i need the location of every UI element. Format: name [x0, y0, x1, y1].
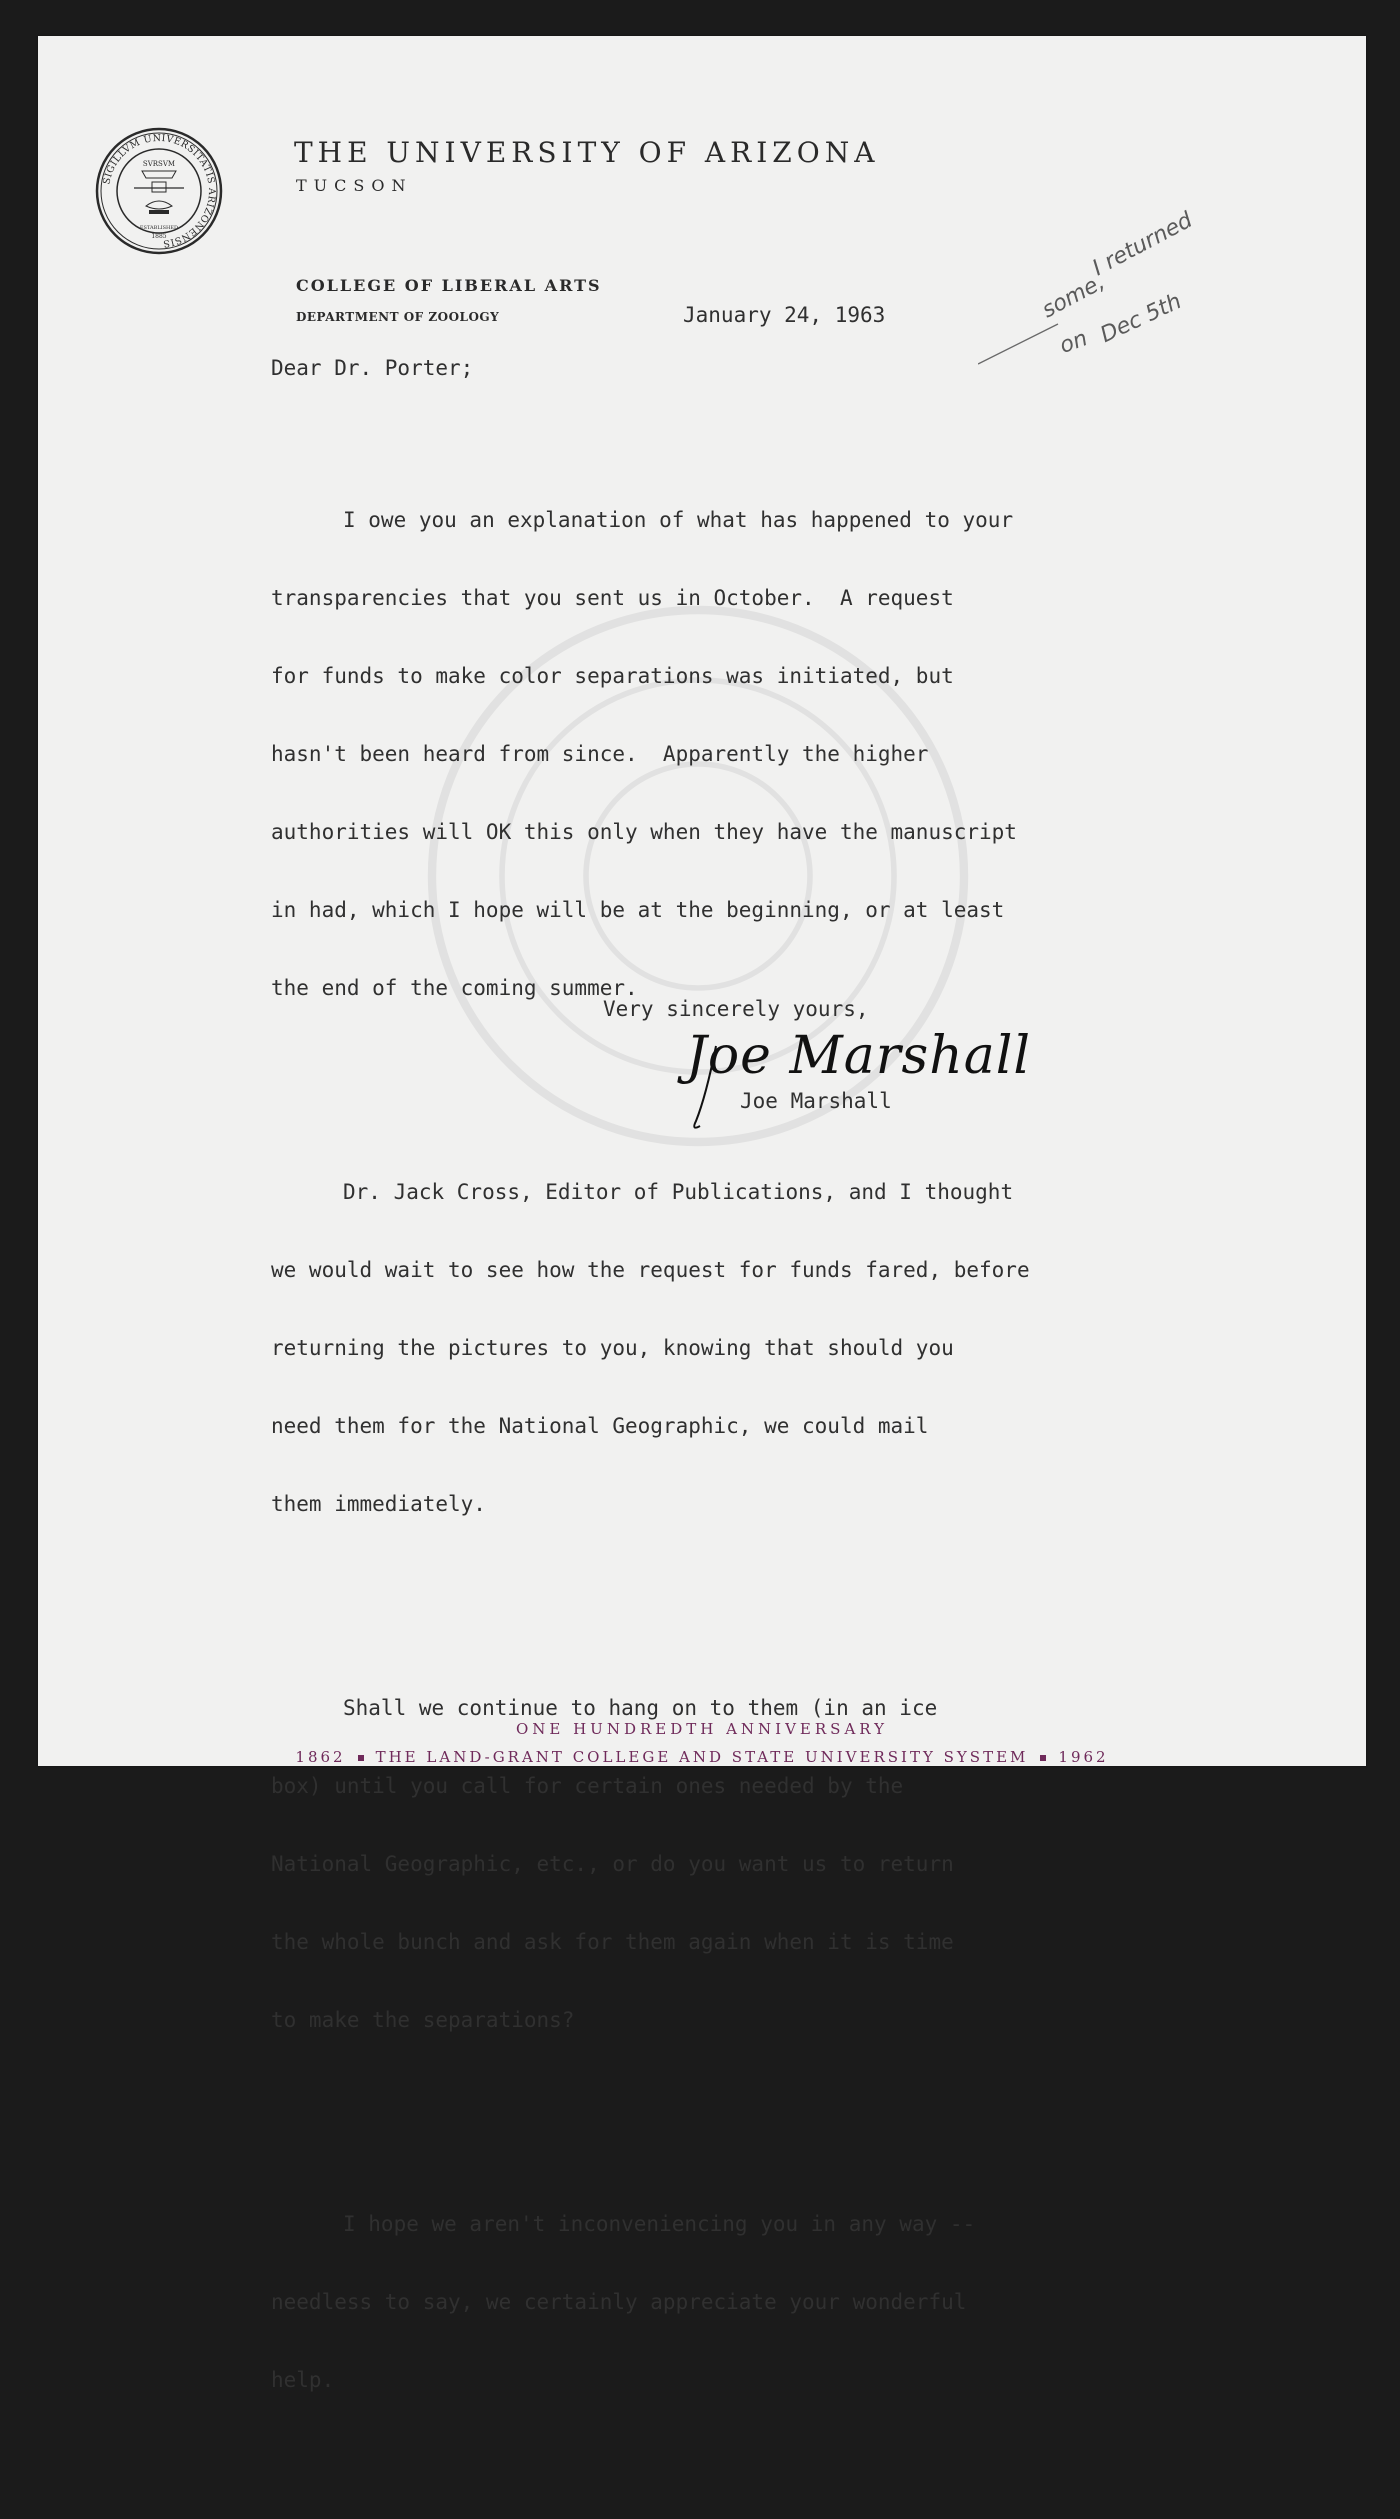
seal-outer-text: SIGILLVM UNIVERSITATIS ARIZONENSIS: [101, 132, 218, 249]
annotation-line-3: Dec 5th: [1096, 288, 1186, 349]
annotation-line-1: I returned: [1088, 207, 1197, 282]
department-name: DEPARTMENT OF ZOOLOGY: [296, 310, 500, 324]
paragraph-line: Shall we continue to hang on to them (in an ice: [343, 1696, 938, 1720]
paragraph-line: I owe you an explanation of what has happened to your: [343, 508, 1014, 532]
footer-system-text: THE LAND-GRANT COLLEGE AND STATE UNIVERSITY SYSTEM: [375, 1748, 1029, 1766]
handwritten-signature: [686, 1026, 1056, 1136]
bullet-icon: [1040, 1755, 1046, 1761]
letter-page: [38, 36, 1366, 2392]
university-seal-icon: [94, 126, 224, 256]
footer-year-start: 1862: [295, 1748, 346, 1766]
typed-name: Joe Marshall: [740, 1089, 892, 1113]
seal-year: 1885: [151, 233, 167, 240]
bullet-icon: [358, 1755, 364, 1761]
paragraph-line: transparencies that you sent us in October. A request: [271, 586, 954, 610]
paragraph-line: for funds to make color separations was initiated, but: [271, 664, 954, 688]
seal-established-label: ESTABLISHED: [139, 225, 179, 231]
paragraph-line: returning the pictures to you, knowing that should you: [271, 1336, 954, 1360]
signature-flourish-icon: [686, 1026, 1056, 1136]
annotation-line-4: on: [1056, 326, 1091, 359]
paragraph-line: authorities will OK this only when they have the manuscript: [271, 820, 1017, 844]
paragraph-line: them immediately.: [271, 1492, 486, 1516]
letter-body: [271, 403, 1030, 2519]
letter-date: January 24, 1963: [683, 303, 886, 327]
svg-text:SIGILLVM UNIVERSITATIS ARIZONE: [101, 133, 217, 249]
paragraph-line: box) until you call for certain ones needed by the: [271, 1774, 904, 1798]
paragraph-line: needless to say, we certainly appreciate your wonderful: [271, 2290, 967, 2314]
paragraph-line: we would wait to see how the request for funds fared, before: [271, 1258, 1030, 1282]
signature-text: Joe Marshall: [686, 1026, 1031, 1086]
paragraph-line: the end of the coming summer.: [271, 976, 638, 1000]
footer-anniversary: ONE HUNDREDTH ANNIVERSARY: [515, 1720, 889, 1738]
paragraph-line: need them for the National Geographic, we could mail: [271, 1414, 929, 1438]
paragraph-line: I hope we aren't inconveniencing you in any way --: [343, 2212, 976, 2236]
paragraph-line: hasn't been heard from since. Apparently the higher: [271, 742, 929, 766]
paragraph-line: Dr. Jack Cross, Editor of Publications, and I thought: [343, 1180, 1014, 1204]
handwritten-annotation: [978, 207, 1228, 374]
salutation: Dear Dr. Porter;: [271, 356, 474, 380]
seal-motto: SVRSVM: [142, 160, 176, 168]
paragraph-line: in had, which I hope will be at the beginning, or at least: [271, 898, 1005, 922]
paragraph-4: [271, 2159, 1030, 2445]
paragraph-1: [271, 455, 1030, 1053]
college-name: COLLEGE OF LIBERAL ARTS: [296, 276, 602, 295]
paragraph-3: [271, 1643, 1030, 2085]
closing: Very sincerely yours,: [603, 997, 869, 1021]
paragraph-2: [271, 1127, 1030, 1569]
footer-system-line: [38, 1748, 1366, 1766]
university-city: TUCSON: [296, 176, 413, 195]
footer-year-end: 1962: [1058, 1748, 1109, 1766]
university-name: THE UNIVERSITY OF ARIZONA: [294, 136, 880, 169]
paragraph-line: to make the separations?: [271, 2008, 575, 2032]
annotation-line-2: some,: [1038, 269, 1109, 324]
paragraph-line: National Geographic, etc., or do you want us to return: [271, 1852, 954, 1876]
paragraph-line: help.: [271, 2368, 335, 2392]
paragraph-line: the whole bunch and ask for them again when it is time: [271, 1930, 954, 1954]
